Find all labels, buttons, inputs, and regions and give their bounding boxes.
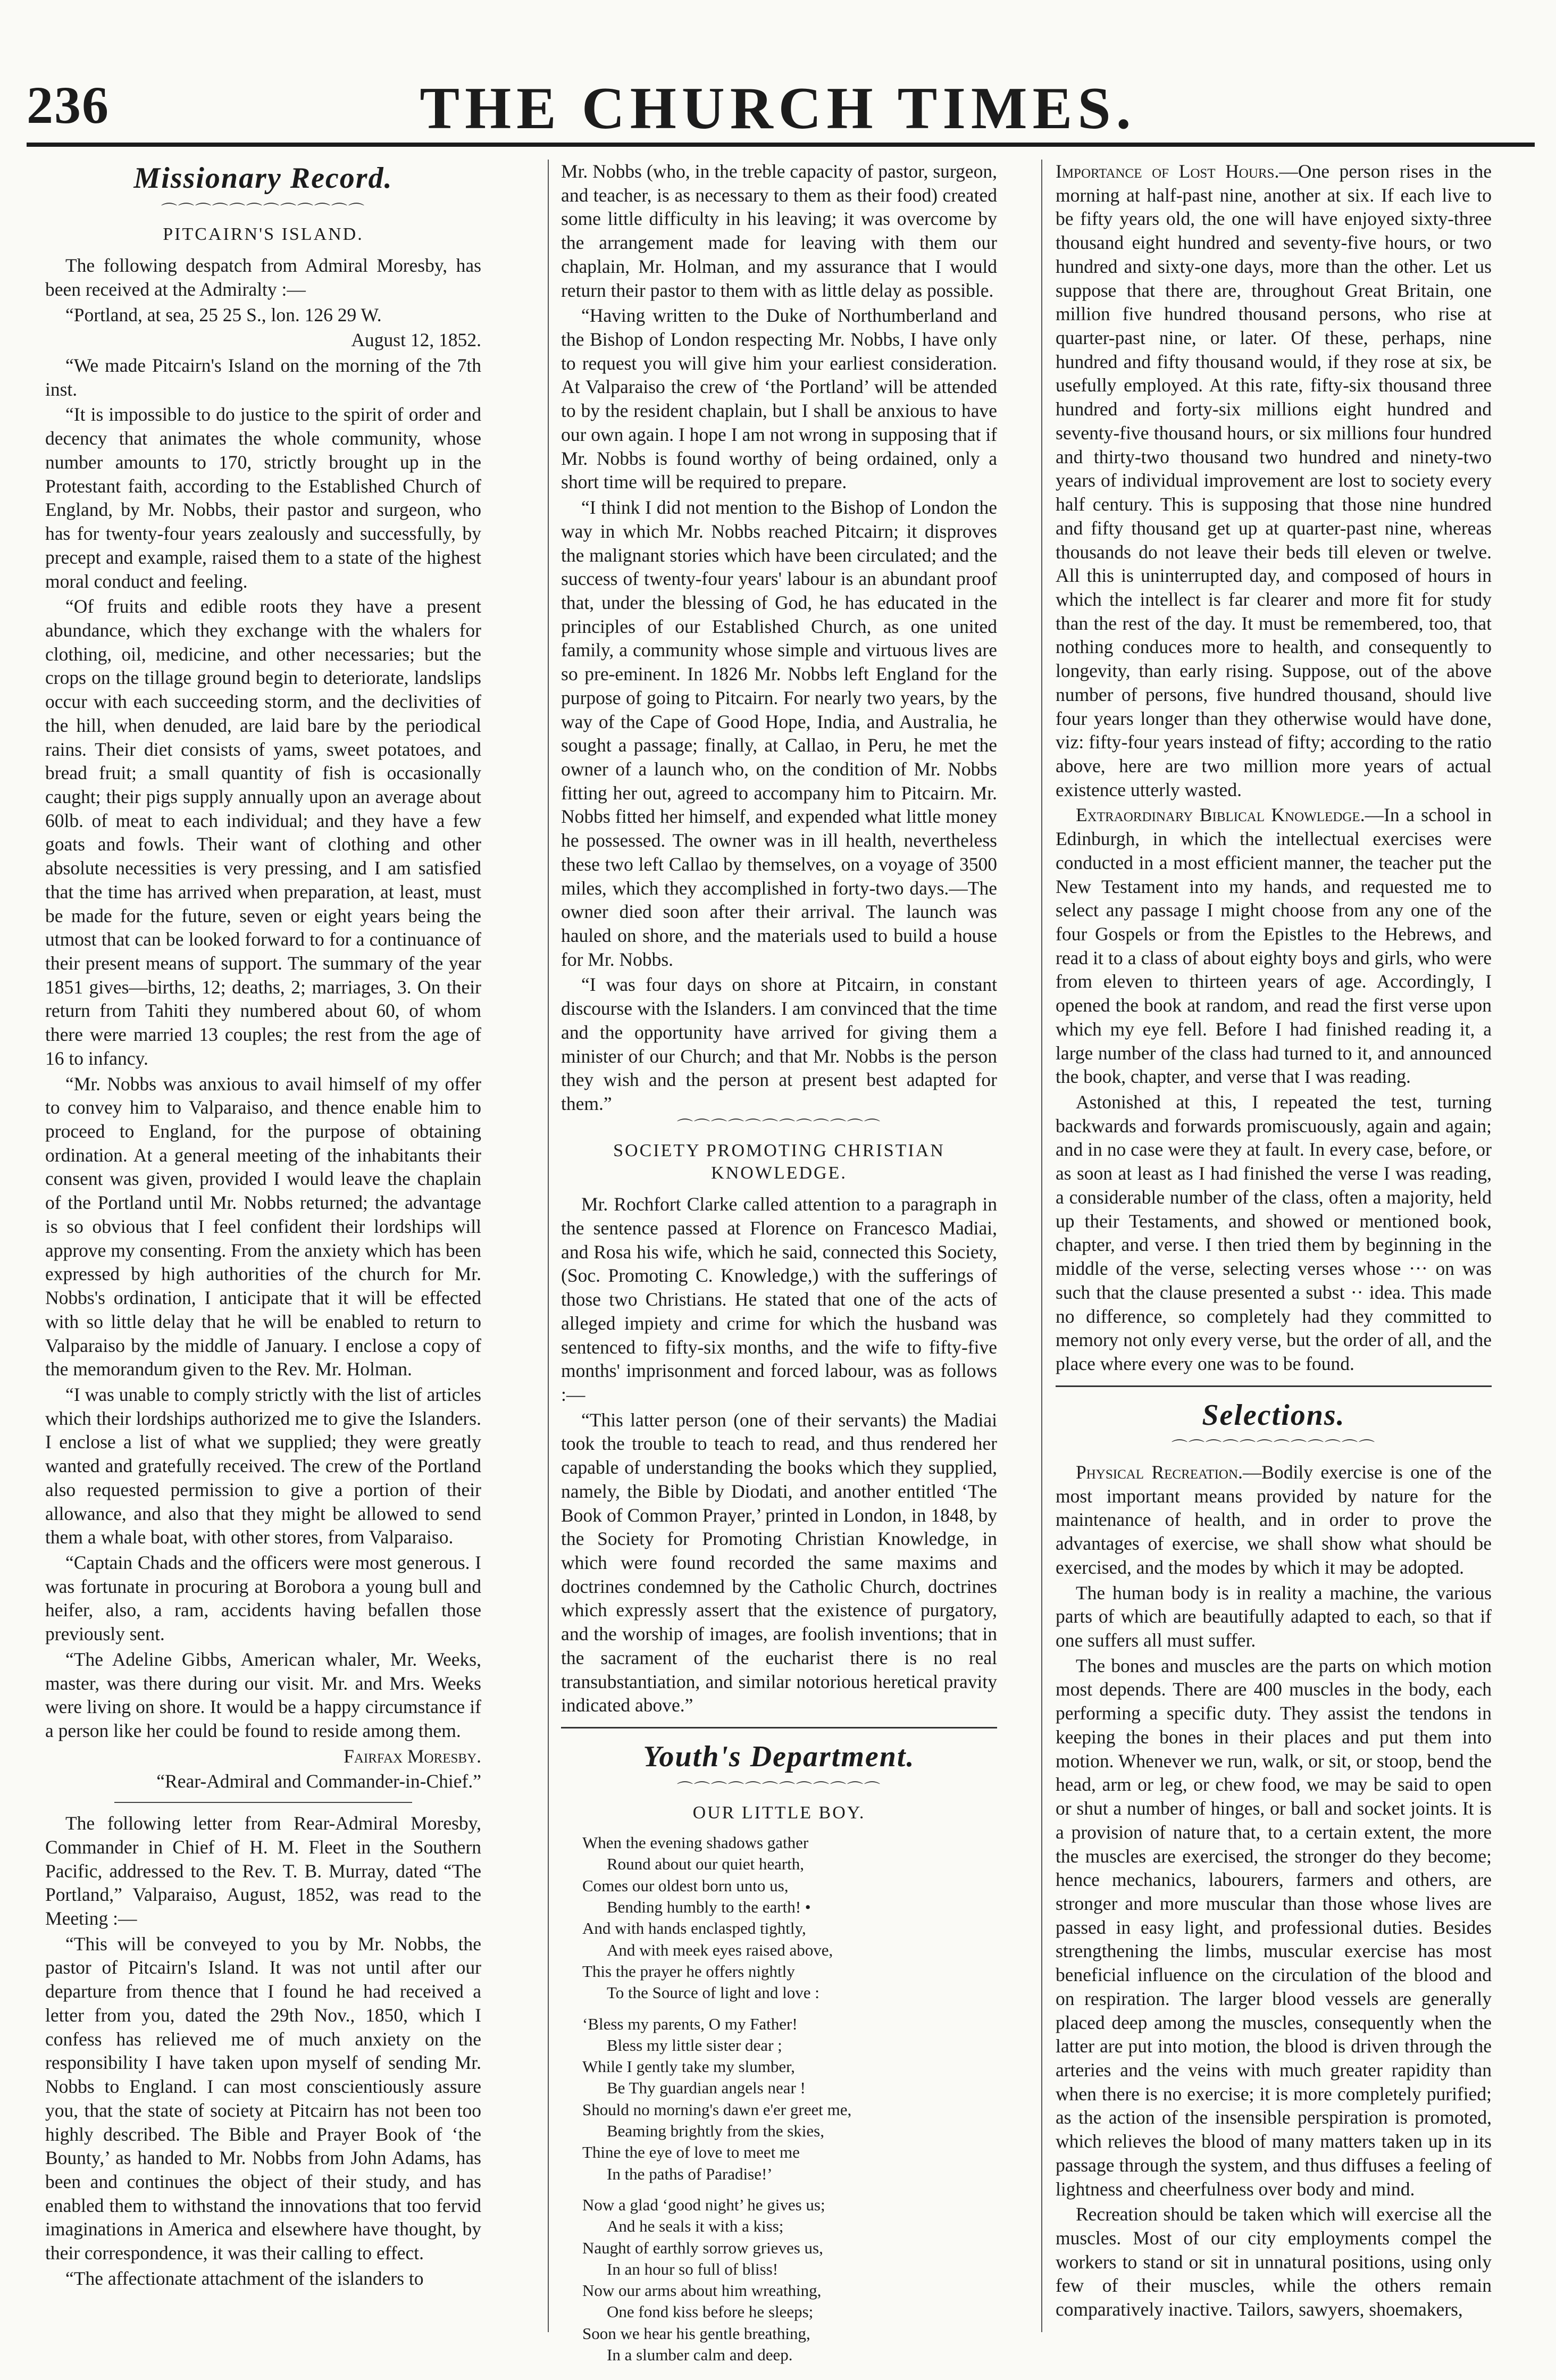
masthead [0,74,1556,141]
article-subheading: PITCAIRN'S ISLAND. [163,224,364,245]
article-divider [114,1802,412,1803]
poem-line: Beaming brightly from the skies, [607,2122,824,2141]
paragraph: “The affectionate attachment of the islanders to [65,2267,424,2289]
paragraph: Mr. Rochfort Clarke called attention to a paragraph in the sentence passed at Florence on Francesco Madiai, and Rosa his wife, which he said, connected this Society, (Soc. Promoting C. Knowledge,) with the sufferings of those two Christians. He stated that one of the acts of alleged impiety and crime for which the husband was sentenced to fifty-six months, and the wife to fifty-five months' imprisonment and forced labour, was as follows :— [561,1193,997,1405]
ornamental-rule: ⌒⌒⌒⌒⌒⌒⌒⌒⌒⌒⌒⌒ [1172,1439,1376,1457]
paragraph: “I was four days on shore at Pitcairn, in constant discourse with the Islanders. I am convinced that the time and the opportunity have arrived for giving them a minister of our Church; and that Mr. Nobbs is the person they wish and the person at present best adapted for them.” [561,974,997,1115]
paragraph-lead: Physical Recreation. [1076,1462,1243,1483]
poem-line: Be Thy guardian angels near ! [607,2078,806,2098]
paragraph: “Mr. Nobbs was anxious to avail himself of my offer to convey him to Valparaiso, and thence enable him to proceed to England, for the purpose of obtaining ordination. At a general meeting of the inhabitants their consent was given, provided I would leave the chaplain of the Portland until Mr. Nobbs returned; the advantage is so obvious that I feel confident their lordships will approve my consenting. From the anxiety which has been expressed by high authorities of the church for Mr. Nobbs's ordination, I anticipate that it will be effected with so little delay that he will be enabled to return to Valparaiso by the middle of January. I enclose a copy of the memorandum given to the Rev. Mr. Holman. [45,1073,481,1380]
column-rule [548,160,549,2332]
paragraph: “We made Pitcairn's Island on the morning of the 7th inst. [45,355,481,400]
paragraph: “Having written to the Duke of Northumberland and the Bishop of London respecting Mr. Nobbs, I have only to request you will give him your earliest consideration. At Valparaiso the crew of ‘the Portland’ will be attended to by the resident chaplain, but I shall be anxious to have our own again. I hope I am not wrong in supposing that if Mr. Nobbs is found worthy of being ordained, only a short time will be required to prepare. [561,305,997,493]
paragraph: “It is impossible to do justice to the spirit of order and decency that animates the whole community, whose number amounts to 170, strictly brought up in the Protestant faith, according to the Established Church of England, by Mr. Nobbs, their pastor and surgeon, who has for twenty-four years zealously and successfully, by precept and example, raised them to a state of the highest moral conduct and feeling. [45,404,481,592]
column-2 [561,160,997,2365]
paragraph [1056,803,1492,1089]
paragraph: “I was unable to comply strictly with the list of articles which their lordships authorized me to give the Islanders. I enclose a list of what we supplied; they were greatly wanted and gratefully received. The crew of the Portland also requested permission to give a portion of their allowance, and also that they might be allowed to send them a whale boat, with other stores, from Valparaiso. [45,1383,481,1548]
paragraph [1056,160,1492,801]
paragraph-body: —In a school in Edinburgh, in which the intellectual exercises were conducted in a most efficient manner, the teacher put the New Testament into my hands, and requested me to select any passage I might choose from any one of the four Gospels or from the Epistles to the Hebrews, and read it to a class of about eighty boys and girls, who were from eleven to thirteen years of age. Accordingly, I opened the book at random, and read the first verse upon which my eye fell. Before I had finished reading it, a large number of the class had turned to it, and announced the book, chapter, and verse that I was reading. [1056,804,1492,1088]
section-heading-youths-department: Youth's Department. [643,1740,915,1774]
page-number: 236 [27,76,110,135]
poem-line: Soon we hear his gentle breathing, [582,2324,810,2343]
poem-stanza [582,2194,997,2366]
paragraph: The following letter from Rear-Admiral Moresby, Commander in Chief of H. M. Fleet in the Southern Pacific, addressed to the Rev. T. B. Murray, dated “The Portland,” Valparaiso, August, 1852, was read to the Meeting :— [45,1813,481,1930]
poem-line: Comes our oldest born unto us, [582,1876,789,1895]
poem-line: Bending humbly to the earth! • [607,1898,811,1917]
poem-line: Should no morning's dawn e'er greet me, [582,2100,852,2119]
paragraph-lead: Extraordinary Biblical Knowledge. [1076,804,1365,826]
paragraph: “This will be conveyed to you by Mr. Nobbs, the pastor of Pitcairn's Island. It was not until after our departure from thence that I found he had received a letter from you, dated the 29th Nov., 1850, which I confess has relieved me of much anxiety on the responsibility I have taken upon myself of sending Mr. Nobbs to England. I can most conscientiously assure you, that the state of society at Pitcairn has not been too highly described. The Bible and Prayer Book of ‘the Bounty,’ as handed to Mr. Nobbs from John Adams, has been and continues the object of their study, and has enabled them to withstand the innovations that too fervid imaginations in America and elsewhere have thought, by their correspondence, it was their calling to effect. [45,1933,481,2264]
ornamental-rule: ⌒⌒⌒⌒⌒⌒⌒⌒⌒⌒⌒⌒ [677,1781,881,1799]
poem-line: Now a glad ‘good night’ he gives us; [582,2195,825,2214]
dateline-date: August 12, 1852. [351,329,481,351]
poem-line: Thine the eye of love to meet me [582,2143,800,2162]
poem-line: In an hour so full of bliss! [607,2259,779,2278]
poem-line: In the paths of Paradise!’ [607,2164,773,2183]
poem-line: Bless my little sister dear ; [607,2035,782,2055]
paragraph: “Captain Chads and the officers were most generous. I was fortunate in procuring at Borobora a young bull and heifer, also, a ram, accidents having befallen those previously sent. [45,1551,481,1645]
poem-line: And with meek eyes raised above, [607,1940,833,1959]
paragraph-lead: Importance of Lost Hours. [1056,161,1279,182]
paragraph: “I think I did not mention to the Bishop of London the way in which Mr. Nobbs reached Pitcairn; it disproves the malignant stories which have been circulated; and the success of twenty-four years' labour is an abundant proof that, under the blessing of God, he has educated in the principles of our Established Church, as one united family, a community whose simple and virtuous lives are so pre-eminent. In 1826 Mr. Nobbs left England for the purpose of going to Pitcairn. For nearly two years, by the way of the Cape of Good Hope, India, and Australia, he sought a passage; finally, at Callao, in Peru, he met the owner of a launch who, on the condition of Mr. Nobbs fitting her out, agreed to accompany him to Pitcairn. Mr. Nobbs fitted her himself, and expended what little money he possessed. The owner was in ill health, nevertheless these two left Callao by themselves, on a voyage of 3500 miles, which they accomplished in forty-two days.—The owner died soon after their arrival. The launch was hauled on shore, and the materials used to build a house for Mr. Nobbs. [561,497,997,970]
poem-title: OUR LITTLE BOY. [692,1803,866,1823]
poem-line: To the Source of light and love : [607,1983,819,2002]
ornamental-rule: ⌒⌒⌒⌒⌒⌒⌒⌒⌒⌒⌒⌒ [677,1118,881,1136]
poem-stanza [582,2014,997,2185]
section-divider [1056,1385,1492,1387]
signature-title: “Rear-Admiral and Commander-in-Chief.” [156,1771,481,1792]
poem [582,1832,997,2366]
paragraph: “The Adeline Gibbs, American whaler, Mr. Weeks, master, was there during our visit. Mr. and Mrs. Weeks were living on shore. It would be a happy circumstance if a person like her could be found to reside among them. [45,1648,481,1742]
paragraph: The following despatch from Admiral Moresby, has been received at the Admiralty :— [45,255,481,300]
section-heading-missionary-record: Missionary Record. [133,162,393,195]
column-1 [45,160,481,2337]
paragraph: Mr. Nobbs (who, in the treble capacity of pastor, surgeon, and teacher, is as necessary to them as their food) created some little difficulty in his leaving; it was overcome by the arrangement made for leaving with them our chaplain, Mr. Holman, and my assurance that I would return their pastor to them with as little delay as possible. [561,161,997,301]
poem-line: Round about our quiet hearth, [607,1855,805,1874]
signature: Fairfax Moresby. [344,1745,481,1767]
section-heading-selections: Selections. [1202,1398,1345,1432]
paragraph: The bones and muscles are the parts on which motion most depends. There are 400 muscles in the body, each performing a specific duty. They assist the tendons in keeping the bones in their places and put them into motion. Whenever we run, walk, or sit, or stoop, bend the head, arm or leg, or chew food, we may be said to open or shut a number of hinges, or ball and socket joints. It is a provision of nature that, to a certain extent, the more the muscles are exercised, the stronger do they become; hence mechanics, labourers, farmers and others, are stronger and more muscular than those whose lives are passed in easy light, and professional duties. Besides strengthening the limbs, muscular exercise has most beneficial influence on the circulation of the blood and on respiration. The larger blood vessels are generally placed deep among the muscles, consequently when the latter are put into motion, the blood is driven through the arteries and the veins with much greater rapidity than when there is no exercise; it is more completely purified; as the action of the insensible perspiration is promoted, which relieves the blood of many matters taken up in its passage through the system, and thus diffuses a feeling of lightness and cheerfulness over body and mind. [1056,1655,1492,2200]
poem-line: When the evening shadows gather [582,1833,809,1852]
paragraph-body: —Bodily exercise is one of the most important means provided by nature for the maintenance of health, and in order to prove the advantages of exercise, we shall show what should be exercised, and the modes by which it may be adopted. [1056,1462,1492,1578]
poem-line: ‘Bless my parents, O my Father! [582,2014,798,2033]
poem-line: In a slumber calm and deep. [607,2345,793,2365]
paragraph: Recreation should be taken which will exercise all the muscles. Most of our city employments compel the workers to stand or sit in unnatural positions, using only few of their muscles, while the others remain comparatively inactive. Tailors, sawyers, shoemakers, [1056,2203,1492,2320]
dateline: “Portland, at sea, 25 25 S., lon. 126 29 W. [65,304,382,325]
poem-line: While I gently take my slumber, [582,2057,795,2076]
column-3 [1056,160,1492,2337]
section-heading-spck: SOCIETY PROMOTING CHRISTIAN KNOWLEDGE. [613,1140,945,1183]
column-rule [1041,160,1042,2332]
ornamental-rule: ⌒⌒⌒⌒⌒⌒⌒⌒⌒⌒⌒⌒ [161,202,365,220]
poem-line: This the prayer he offers nightly [582,1961,795,1981]
poem-line: Naught of earthly sorrow grieves us, [582,2238,823,2257]
poem-line: Now our arms about him wreathing, [582,2281,822,2300]
paragraph: The human body is in reality a machine, the various parts of which are beautifully adapted to each, so that if one suffers all must suffer. [1056,1582,1492,1651]
paragraph: Astonished at this, I repeated the test, turning backwards and forwards promiscuously, again and again; and in no case were they at fault. In every case, before, or as soon at least as I had finished the verse I was reading, a considerable number of the class, often a majority, held up their Testaments, and showed or mentioned book, chapter, and verse. I then tried them by beginning in the middle of the verse, selecting verses whose ··· on was such that the clause presented a subst ·· idea. This made no difference, so completely had they committed to memory not only every verse, but the order of all, and the place where every one was to be found. [1056,1091,1492,1374]
poem-line: One fond kiss before he sleeps; [607,2302,814,2321]
poem-line: And he seals it with a kiss; [607,2217,784,2236]
poem-line: And with hands enclasped tightly, [582,1919,806,1938]
paragraph-body: —One person rises in the morning at half-past nine, another at six. If each live to be fifty years old, the one will have enjoyed sixty-three thousand eight hundred and seventy-five hours, or two hundred and sixty-one days, more than the other. Let us suppose that there are, throughout Great Britain, one million five hundred thousand persons, who rise at quarter-past nine, or later. Of these, perhaps, nine hundred and fifty thousand would, if they rose at six, be usefully employed. At this rate, fifty-six thousand three hundred and forty-six millions eight hundred and seventy-five thousand hours, or six millions four hundred and thirty-two thousand two hundred and ninety-two years of individual improvement are lost to society every half century. This is supposing that those nine hundred and fifty thousand get up at quarter-past nine, whereas thousands do not leave their beds till eleven or twelve. All this is uninterrupted day, and composed of hours in which the intellect is far clearer and more fit for study than the rest of the day. It must be remembered, too, that nothing conduces more to health, and consequently to longevity, than early rising. Suppose, out of the above number of persons, five hundred thousand, should live four years longer than they otherwise would have done, viz: fifty-four years instead of fifty; according to the ratio above, here are two million more years of actual existence utterly wasted. [1056,161,1492,800]
poem-stanza [582,1832,997,2003]
paragraph [1056,1460,1492,1580]
masthead-rule [27,143,1535,147]
newspaper-title: THE CHURCH TIMES. [420,76,1136,141]
section-divider [561,1727,997,1728]
paragraph: “This latter person (one of their servants) the Madiai took the trouble to teach to read, and thus rendered her capable of understanding the books which they supplied, namely, the Bible by Diodati, and another entitled ‘The Book of Common Prayer,’ printed in London, in 1848, by the Society for Promoting Christian Knowledge, in which were found recorded the same maxims and doctrines condemned by the Catholic Church, doctrines which expressly assert that the existence of purgatory, and the worship of images, are foolish inventions; that in the sacrament of the eucharist there is no real transubstantiation, and similar notorious heretical pravity indicated above.” [561,1409,997,1716]
paragraph: “Of fruits and edible roots they have a present abundance, which they exchange with the whalers for clothing, oil, medicine, and other necessaries; but the crops on the tillage ground begin to deteriorate, landslips occur with each succeeding storm, and the declivities of the hill, when denuded, are laid bare by the periodical rains. Their diet consists of yams, sweet potatoes, and bread fruit; a small quantity of fish is occasionally caught; their pigs supply annually upon an average about 60lb. of meat to each individual; and they have a few goats and fowls. Their want of clothing and other absolute necessities is very pressing, and I am satisfied that the time has arrived when preparation, at least, must be made for the future, seven or eight years being the utmost that can be looked forward to for a continuance of their present means of support. The summary of the year 1851 gives—births, 12; deaths, 2; marriages, 3. On their return from Tahiti they numbered about 60, of whom there were married 13 couples; the rest from the age of 16 to infancy. [45,596,481,1069]
